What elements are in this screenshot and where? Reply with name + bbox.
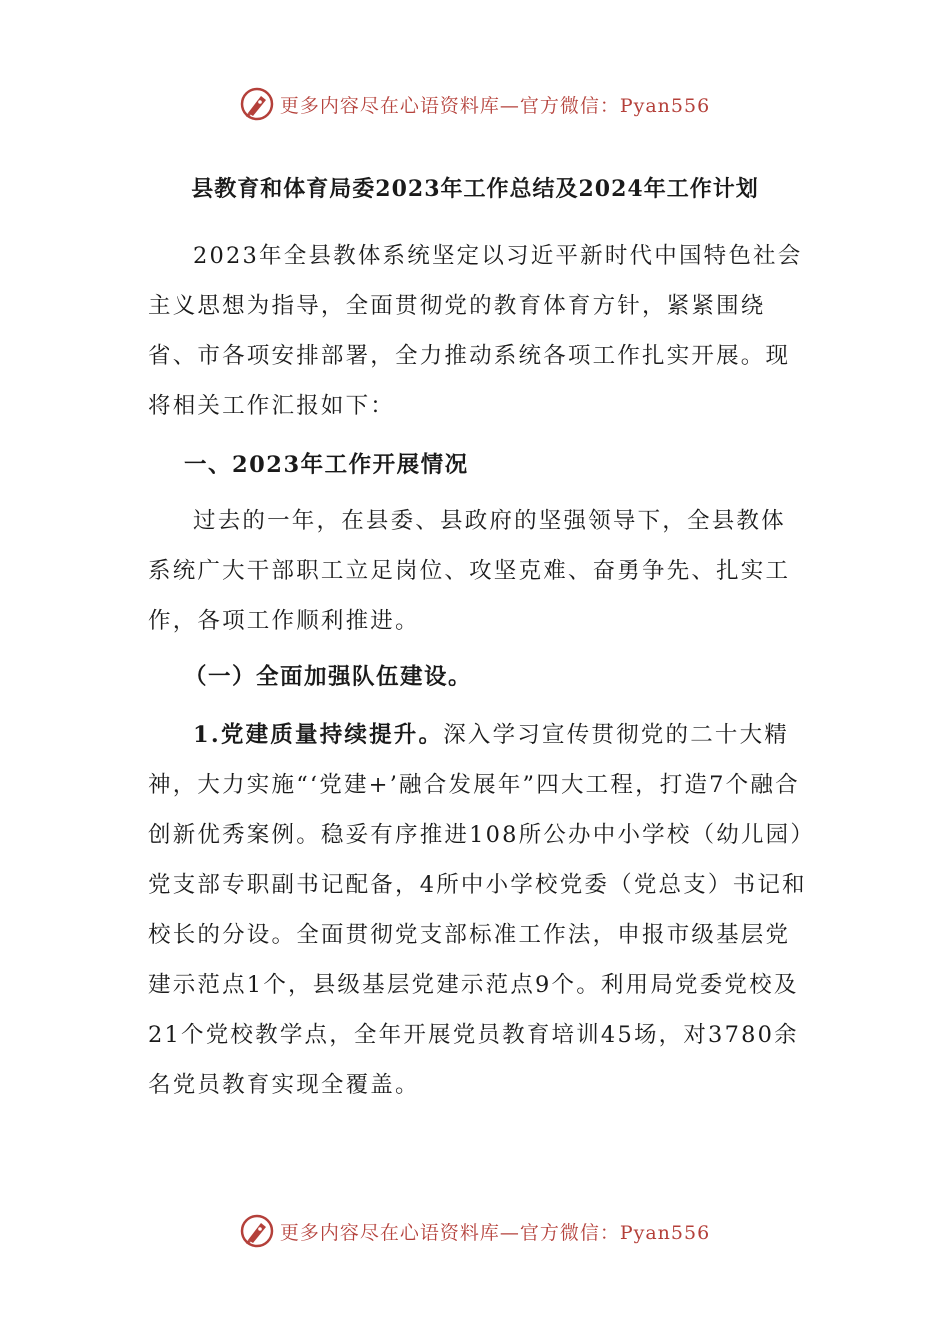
watermark-text: 更多内容尽在心语资料库—官方微信：Pyan556 [279,94,711,117]
section-paragraph: 过去的一年，在县委、县政府的坚强领导下，全县教体系统广大干部职工立足岗位、攻坚克难、奋勇争先、扎实工作，各项工作顺利推进。 [148,508,791,634]
section-heading: 一、2023年工作开展情况 [184,452,469,478]
pen-nib-logo-icon [240,1214,274,1248]
item-lead: 1.党建质量持续提升。 [193,722,444,748]
watermark-text: 更多内容尽在心语资料库—官方微信：Pyan556 [279,1221,711,1244]
item-paragraph [148,710,808,1110]
top-watermark-banner [0,84,950,124]
document-title: 县教育和体育局委2023年工作总结及2024年工作计划 [191,176,759,202]
item-text: 深入学习宣传贯彻党的二十大精神，大力实施“‘党建+’融合发展年”四大工程，打造7个融合创新优秀案例。稳妥有序推进108所公办中小学校（幼儿园）党支部专职副书记配备，4所中小学校党委（党总支）书记和校长的分设。全面贯彻党支部标准工作法，申报市级基层党建示范点1个，县级基层党建示范点9个。利用局党委党校及21个党校教学点，全年开展党员教育培训45场，对3780余名党员教育实现全覆盖。 [148,722,807,1098]
subsection-heading: （一）全面加强队伍建设。 [184,664,473,690]
bottom-watermark-banner [0,1211,950,1251]
intro-paragraph: 2023年全县教体系统坚定以习近平新时代中国特色社会主义思想为指导，全面贯彻党的教育体育方针，紧紧围绕省、市各项安排部署，全力推动系统各项工作扎实开展。现将相关工作汇报如下： [148,243,803,419]
pen-nib-logo-icon [240,87,274,121]
